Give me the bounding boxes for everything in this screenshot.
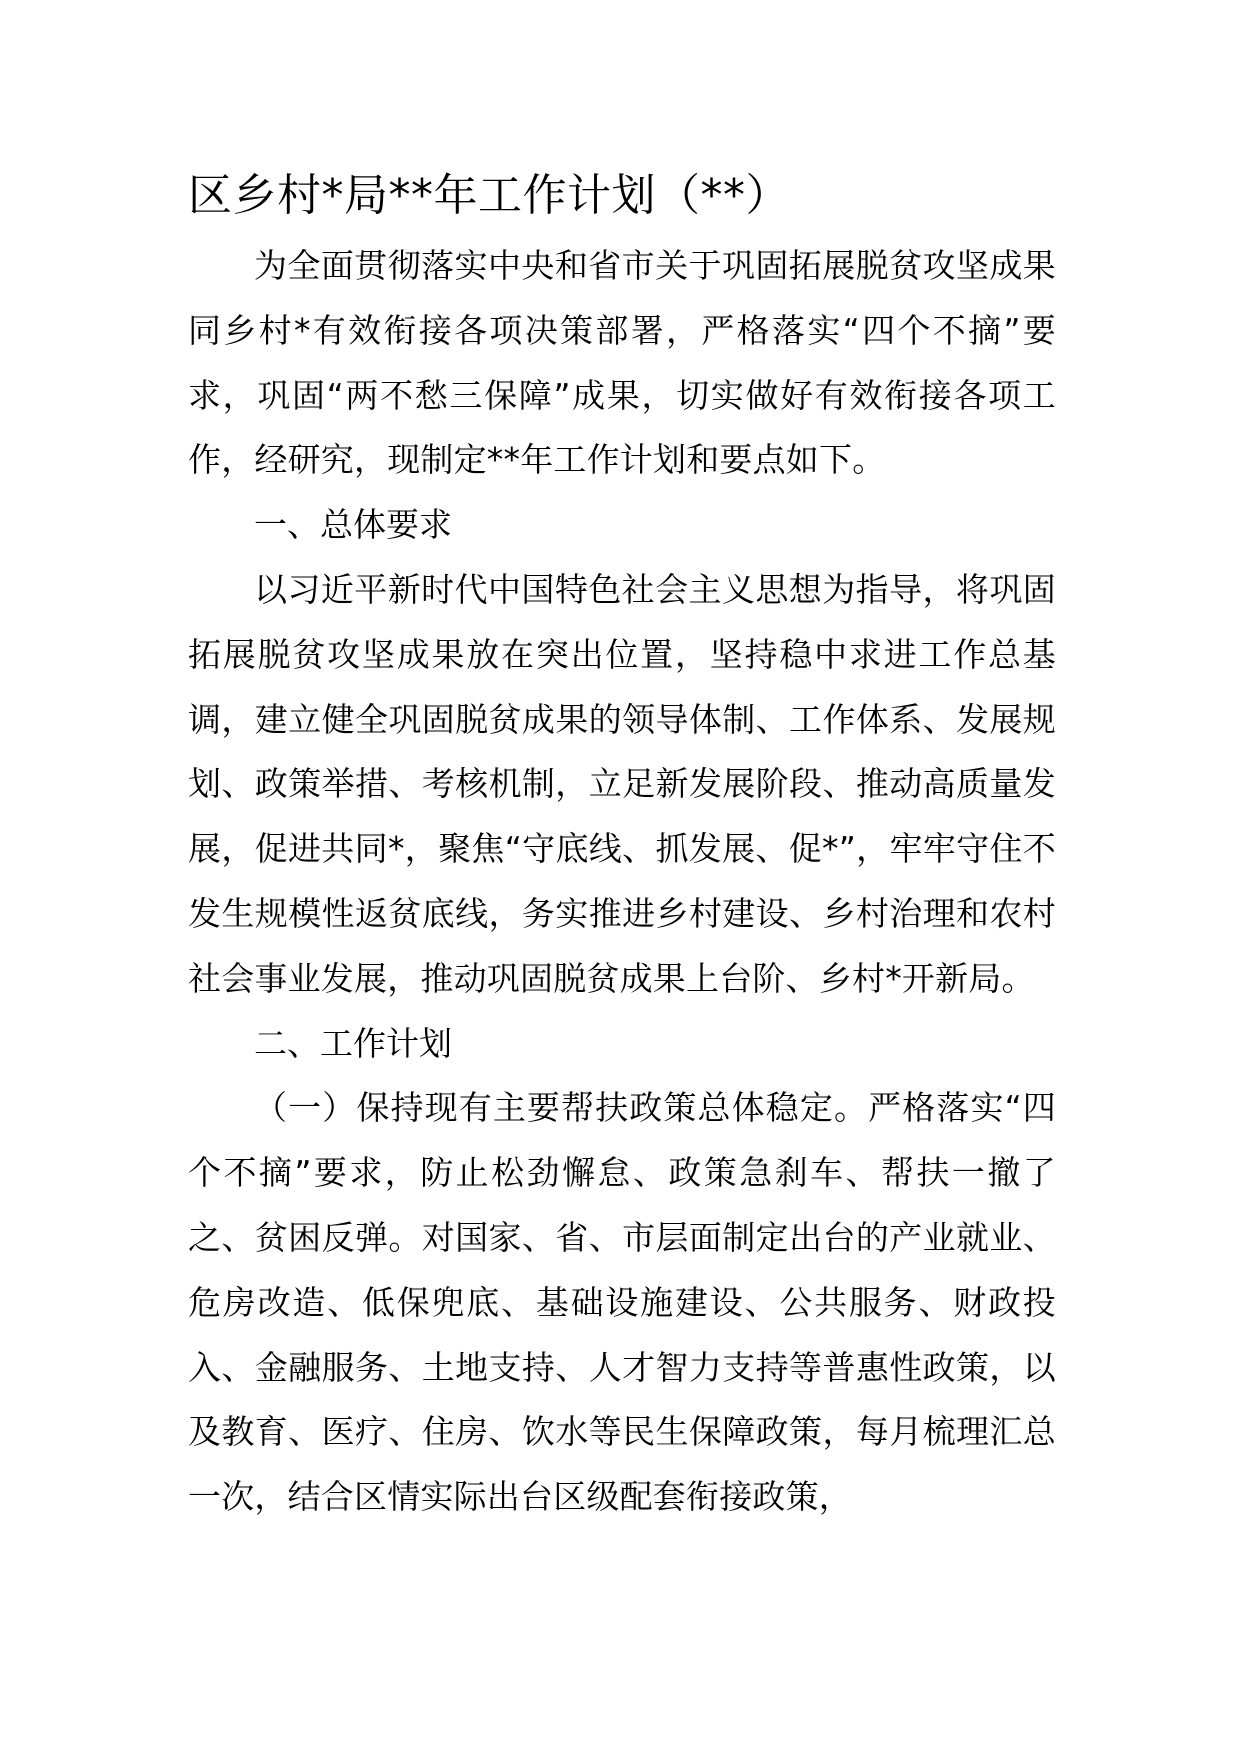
section-heading-overall-requirements: 一、总体要求 (254, 505, 452, 545)
intro-paragraph: 为全面贯彻落实中央和省市关于巩固拓展脱贫攻坚成果同乡村*有效衔接各项决策部署，严格落实“四个不摘”要求，巩固“两不愁三保障”成果，切实做好有效衔接各项工作，经研究，现制定**年工作计划和要点如下。 (188, 246, 1056, 480)
work-plan-item-1-paragraph: （一）保持现有主要帮扶政策总体稳定。严格落实“四个不摘”要求，防止松劲懈怠、政策急刹车、帮扶一撤了之、贫困反弹。对国家、省、市层面制定出台的产业就业、危房改造、低保兜底、基础设施建设、公共服务、财政投入、金融服务、土地支持、人才智力支持等普惠性政策，以及教育、医疗、住房、饮水等民生保障政策，每月梳理汇总一次，结合区情实际出台区级配套衔接政策， (188, 1088, 1056, 1517)
document-title: 区乡村*局**年工作计划（**） (188, 170, 790, 221)
overall-requirements-paragraph: 以习近平新时代中国特色社会主义思想为指导，将巩固拓展脱贫攻坚成果放在突出位置，坚持稳中求进工作总基调，建立健全巩固脱贫成果的领导体制、工作体系、发展规划、政策举措、考核机制，立足新发展阶段、推动高质量发展，促进共同*，聚焦“守底线、抓发展、促*”，牢牢守住不发生规模性返贫底线，务实推进乡村建设、乡村治理和农村社会事业发展，推动巩固脱贫成果上台阶、乡村*开新局。 (188, 569, 1056, 998)
section-heading-work-plan: 二、工作计划 (254, 1023, 452, 1063)
document-body (188, 234, 1056, 1530)
